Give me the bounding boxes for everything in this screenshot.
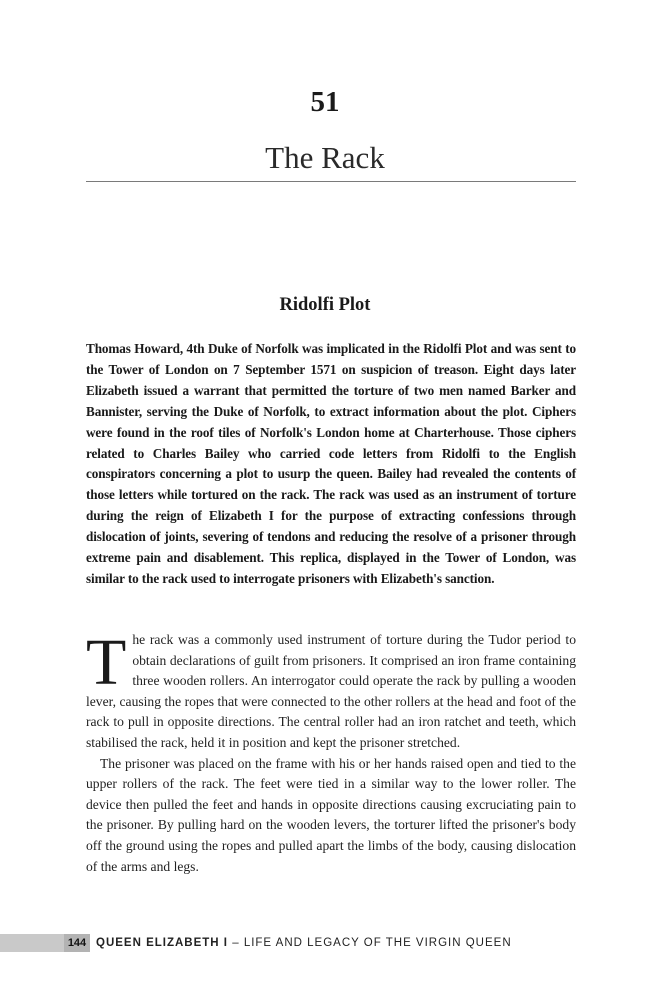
- paragraph-1: [86, 626, 576, 754]
- book-subtitle: LIFE AND LEGACY OF THE VIRGIN QUEEN: [243, 937, 512, 949]
- chapter-title: The Rack: [265, 140, 385, 175]
- paragraph-2: The prisoner was placed on the frame with his or her hands raised open and tied to the upper rollers of the rack. The feet were tied in a similar way to the lower roller. The device then pulled the feet and hands in opposite directions causing excruciating pain to the prisoner. By pulling hard on the wooden levers, the torturer lifted the prisoner's body off the ground using the ropes and pulled apart the limbs of the body, causing dislocation of the arms and legs.: [86, 755, 576, 874]
- section-heading: Ridolfi Plot: [279, 295, 371, 315]
- running-head: [96, 934, 512, 952]
- book-title: QUEEN ELIZABETH I: [96, 937, 229, 949]
- chapter-number: 51: [310, 86, 340, 118]
- body-text: [86, 626, 576, 877]
- title-divider: [86, 181, 576, 182]
- page-footer: [0, 934, 650, 952]
- footer-bar: [0, 934, 64, 952]
- image-caption: Thomas Howard, 4th Duke of Norfolk was implicated in the Ridolfi Plot and was sent to the Tower of London on 7 September 1571 on suspicion of treason. Eight days later Elizabeth issued a warrant that permitted the torture of two men named Barker and Bannister, serving the Duke of Norfolk, to extract information about the plot. Ciphers were found in the roof tiles of Norfolk's London home at Charterhouse. Those ciphers related to Charles Bailey who carried code letters from Ridolfi to the English conspirators concerning a plot to usurp the queen. Bailey had revealed the contents of those letters while tortured on the rack. The rack was used as an instrument of torture during the reign of Elizabeth I for the purpose of extracting confessions through dislocation of joints, severing of tendons and reducing the resolve of a prisoner through extreme pain and disablement. This replica, displayed in the Tower of London, was similar to the rack used to interrogate prisoners with Elizabeth's sanction.: [86, 341, 576, 586]
- running-head-separator: –: [228, 937, 244, 949]
- paragraph-1-text: he rack was a commonly used instrument of torture during the Tudor period to obtain declarations of guilt from prisoners. It comprised an iron frame containing three wooden rollers. An interrogator could operate the rack by pulling a wooden lever, causing the ropes that were connected to the other rollers at the head and foot of the rack to pull in opposite directions. The central roller had an iron ratchet and teeth, which stabilised the rack, held it in position and kept the prisoner stretched.: [86, 632, 576, 750]
- page-number: 144: [64, 934, 90, 952]
- drop-cap: T: [86, 626, 127, 699]
